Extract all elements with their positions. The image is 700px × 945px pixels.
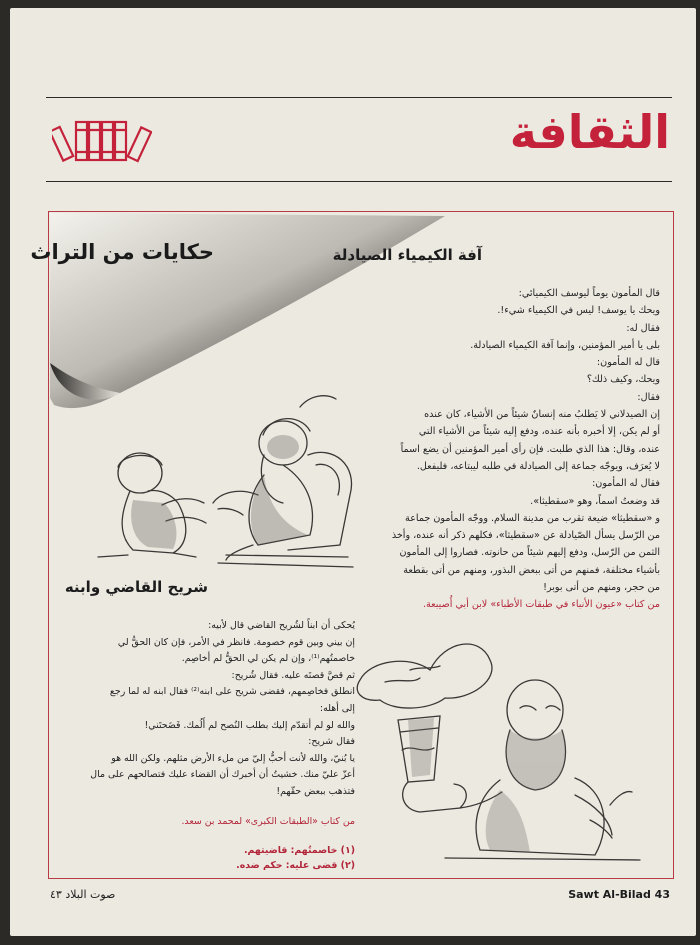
story2-line: أعزّ عليّ منك. خشيتُ أن أخبرك أن القضاء عليك فتصالحهم على مال — [90, 769, 355, 781]
story1-line: بأشياء مختلفة، فمنهم من أتى ببعض البذور، ومنهم من أتى بقطعة — [403, 564, 660, 576]
story1-line: قال له المأمون: — [596, 357, 660, 369]
story1-line: من الرّسل يسأل الصّيادلة عن «سقطيثا»، فكلهم ذكر أنه عنده، وأخذ — [391, 530, 660, 542]
story1-line: عنده، وقال: هذا الذي طلبت. فإن رأى أمير المؤمنين أن يضع اسماً — [400, 443, 660, 455]
story2-line: خاصمتُهم⁽¹⁾، وإن لم يكن لي الحقُّ لم أخاصِم. — [181, 653, 355, 665]
footer-left: صوت البلاد ٤٣ — [50, 888, 116, 901]
story1-body — [330, 285, 660, 614]
judge-and-son-illustration — [78, 385, 363, 575]
footnote: (٢) قضى عليه: حكم ضده. — [236, 859, 355, 871]
story2-line: إلى أهله: — [319, 702, 355, 714]
story1-line: من حجر، ومنهم من أتى بوبر! — [543, 582, 660, 594]
story1-title: آفة الكيمياء الصيادلة — [332, 246, 482, 264]
story2-line: يا بُنيّ، والله لأنت أحبُّ إليّ من ملء الأرض مثلهم. ولكن الله هو — [111, 752, 355, 764]
story1-source: من كتاب «عيون الأنباء في طبقات الأطباء» لابن أبي أُصيبعة. — [422, 599, 660, 611]
story1-line: فقال: — [637, 391, 660, 403]
story1-line: أو لم يكن، إلا أخبره بأنه عنده، ودفع إليه شيئاً من الأشياء التي — [418, 426, 660, 438]
story2-line: يُحكى أن ابناً لشُريح القاضي قال لأبيه: — [208, 620, 355, 631]
story1-line: لا يُعرَف، ويوجّه جماعة إلى الصيادلة في طلبه ليبتاعه، فليفعل. — [416, 460, 660, 472]
story1-line: ويحك، وكيف ذلك؟ — [586, 374, 660, 386]
story1-line: قد وضعتُ اسماً، وهو «سقطيثا». — [530, 495, 660, 507]
story1-line: إن الصيدلاني لا يَطلبُ منه إنسانٌ شيئاً من الأشياء، كان عنده — [424, 409, 660, 421]
story2-title: شريح القاضي وابنه — [64, 578, 208, 596]
story1-line: و «سقطيثا» ضيعة تقرب من مدينة السلام. ووجّه المأمون جماعة — [405, 512, 660, 524]
banner-title: حكايات من التراث — [30, 240, 214, 264]
story2-line: فتذهب ببعض حقّهم! — [276, 785, 355, 797]
story1-line: ويحك يا يوسف! ليس في الكيمياء شيء!. — [497, 305, 660, 317]
story1-line: بلى يا أمير المؤمنين، وإنما آفة الكيمياء الصيادلة. — [470, 339, 660, 351]
header-bottom-rule — [46, 181, 672, 182]
story2-footnotes — [55, 844, 355, 873]
chemist-illustration — [350, 620, 660, 875]
story2-line: ثم قصَّ قصتَه عليه. فقال شُريح: — [231, 669, 355, 681]
story2-line: فقال شريح: — [308, 736, 355, 748]
story2-line: إن بيني وبين قوم خصومة. فانظر في الأمر، فإن كان الحقُّ لي — [117, 636, 355, 648]
footer-right: Sawt Al-Bilad 43 — [568, 888, 670, 901]
footnote: (١) خاصمتُهم: قاضيتهم. — [243, 845, 355, 856]
top-rule — [46, 97, 672, 98]
story1-line: فقال له المأمون: — [592, 478, 660, 490]
story2-body — [55, 618, 355, 801]
story1-line: فقال له: — [626, 322, 660, 334]
story1-line: الثمن من الرّسل، ودفع إليهم شيئاً من حانوته. فصاروا إلى المأمون — [399, 547, 660, 559]
section-title: الثقافة — [509, 105, 670, 159]
story2-source: من كتاب «الطبقات الكبرى» لمحمد بن سعد. — [181, 816, 355, 827]
story2-line: والله لو لم أتقدّم إليك بطلب النُصح لم أَلُمك. فَضَحتَني! — [144, 719, 355, 731]
story1-line: قال المأمون يوماً ليوسف الكيميائي: — [518, 288, 660, 299]
story2-line: انطلق فخاصِمهم، فقضى شريح على ابنه⁽²⁾ فقال ابنه له لما رجع — [109, 686, 355, 698]
books-icon — [52, 118, 152, 164]
